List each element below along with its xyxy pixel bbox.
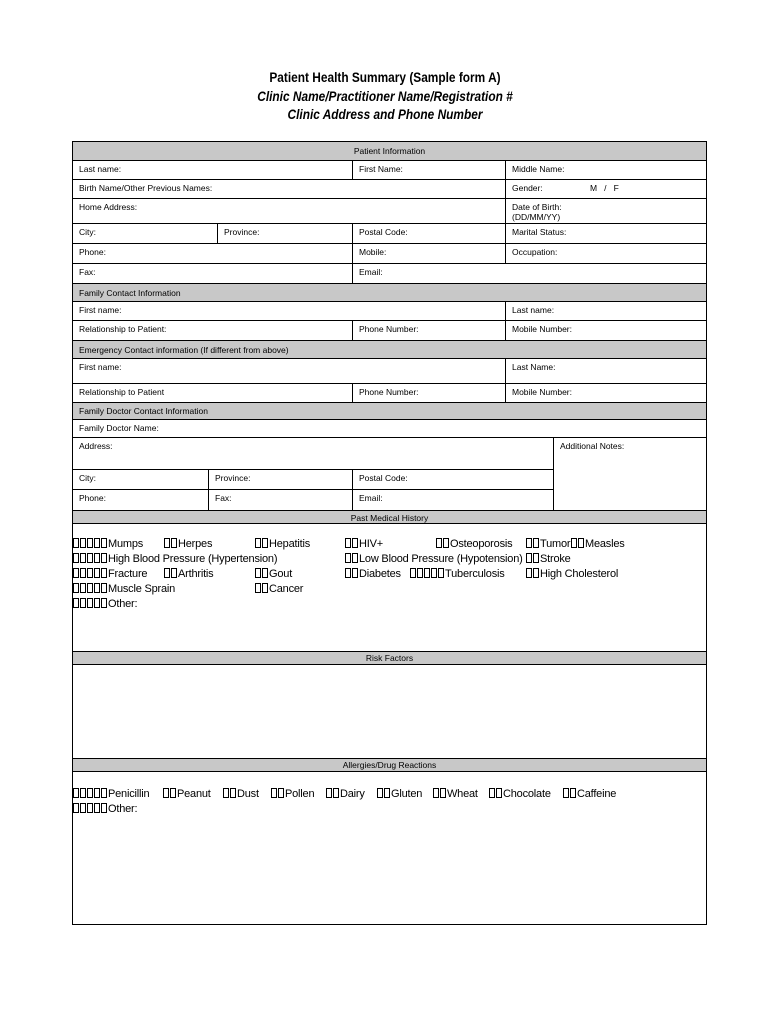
cb-allergies-other[interactable]: Other: bbox=[73, 803, 137, 815]
cb-hiv[interactable]: HIV+ bbox=[345, 538, 383, 550]
family-last-name-field[interactable]: Last name: bbox=[505, 302, 706, 320]
emergency-mobile-field[interactable]: Mobile Number: bbox=[505, 384, 706, 402]
phone-field[interactable]: Phone: bbox=[79, 247, 106, 257]
dob-format: (DD/MM/YY) bbox=[512, 212, 561, 222]
section-family-doctor: Family Doctor Contact Information bbox=[73, 403, 706, 420]
cb-tuberculosis[interactable]: Tuberculosis bbox=[410, 568, 505, 580]
first-name-field[interactable]: First Name: bbox=[352, 161, 505, 179]
cb-measles[interactable]: Measles bbox=[571, 538, 625, 550]
doctor-address-row bbox=[73, 438, 706, 470]
clinic-address-line: Clinic Address and Phone Number bbox=[287, 107, 483, 122]
fax-row bbox=[73, 264, 706, 284]
cb-fracture[interactable]: Fracture bbox=[73, 568, 147, 580]
dob-field[interactable] bbox=[505, 199, 706, 223]
section-emergency-contact: Emergency Contact information (If different from above) bbox=[73, 341, 706, 359]
fax-field[interactable]: Fax: bbox=[79, 267, 96, 277]
marital-status-field[interactable]: Marital Status: bbox=[505, 224, 706, 243]
family-relationship-field[interactable]: Relationship to Patient: bbox=[79, 324, 167, 334]
cb-dairy[interactable]: Dairy bbox=[326, 788, 365, 800]
family-name-row bbox=[73, 302, 706, 321]
cb-tumor[interactable]: Tumor bbox=[526, 538, 570, 550]
home-address-row bbox=[73, 199, 706, 224]
doctor-phone-row bbox=[73, 490, 553, 510]
cb-osteoporosis[interactable]: Osteoporosis bbox=[436, 538, 512, 550]
section-risk-factors: Risk Factors bbox=[73, 652, 706, 665]
risk-factors-area[interactable] bbox=[73, 665, 706, 759]
emergency-name-row bbox=[73, 359, 706, 384]
doctor-fax-field[interactable]: Fax: bbox=[208, 490, 352, 510]
cb-caffeine[interactable]: Caffeine bbox=[563, 788, 616, 800]
cb-peanut[interactable]: Peanut bbox=[163, 788, 211, 800]
cb-dust[interactable]: Dust bbox=[223, 788, 259, 800]
section-patient-information: Patient Information bbox=[73, 142, 706, 161]
home-address-field[interactable]: Home Address: bbox=[79, 202, 138, 212]
city-field[interactable]: City: bbox=[79, 227, 96, 237]
emergency-last-name-field[interactable]: Last Name: bbox=[505, 359, 706, 383]
patient-name-row bbox=[73, 161, 706, 180]
family-phone-field[interactable]: Phone Number: bbox=[352, 321, 505, 340]
clinic-name-line: Clinic Name/Practitioner Name/Registration # bbox=[257, 89, 513, 104]
doctor-email-field[interactable]: Email: bbox=[352, 490, 553, 510]
province-field[interactable]: Province: bbox=[217, 224, 352, 243]
cb-cancer[interactable]: Cancer bbox=[255, 583, 303, 595]
cb-mumps[interactable]: Mumps bbox=[73, 538, 143, 550]
doctor-phone-field[interactable]: Phone: bbox=[79, 493, 106, 503]
emergency-first-name-field[interactable]: First name: bbox=[79, 362, 122, 372]
gender-options[interactable]: M / F bbox=[590, 183, 619, 193]
cb-arthritis[interactable]: Arthritis bbox=[164, 568, 213, 580]
cb-penicillin[interactable]: Penicillin bbox=[73, 788, 149, 800]
family-relationship-row bbox=[73, 321, 706, 341]
doctor-name-row bbox=[73, 420, 706, 438]
cb-stroke[interactable]: Stroke bbox=[526, 553, 571, 565]
occupation-field[interactable]: Occupation: bbox=[505, 244, 706, 263]
family-mobile-field[interactable]: Mobile Number: bbox=[505, 321, 706, 340]
doctor-address-field[interactable]: Address: bbox=[73, 438, 553, 470]
family-first-name-field[interactable]: First name: bbox=[79, 305, 122, 315]
cb-history-other[interactable]: Other: bbox=[73, 598, 137, 610]
emergency-relationship-field[interactable]: Relationship to Patient bbox=[79, 387, 165, 397]
mobile-field[interactable]: Mobile: bbox=[352, 244, 505, 263]
gender-label: Gender: bbox=[512, 183, 543, 193]
cb-hepatitis[interactable]: Hepatitis bbox=[255, 538, 310, 550]
doctor-postal-field[interactable]: Postal Code: bbox=[352, 470, 553, 489]
birth-name-row bbox=[73, 180, 706, 199]
doctor-notes-field[interactable]: Additional Notes: bbox=[553, 438, 706, 510]
emergency-phone-field[interactable]: Phone Number: bbox=[352, 384, 505, 402]
medical-history-area bbox=[73, 524, 706, 652]
gender-field[interactable] bbox=[505, 180, 706, 198]
cb-pollen[interactable]: Pollen bbox=[271, 788, 314, 800]
section-allergies: Allergies/Drug Reactions bbox=[73, 759, 706, 772]
doctor-city-row bbox=[73, 470, 553, 490]
birth-name-field[interactable]: Birth Name/Other Previous Names: bbox=[79, 183, 213, 193]
form-title: Patient Health Summary (Sample form A) bbox=[269, 70, 501, 85]
middle-name-field[interactable]: Middle Name: bbox=[505, 161, 706, 179]
cb-high-cholesterol[interactable]: High Cholesterol bbox=[526, 568, 618, 580]
doctor-province-field[interactable]: Province: bbox=[208, 470, 352, 489]
cb-low-blood-pressure[interactable]: Low Blood Pressure (Hypotension) bbox=[345, 553, 523, 565]
phone-row bbox=[73, 244, 706, 264]
cb-muscle-sprain[interactable]: Muscle Sprain bbox=[73, 583, 175, 595]
city-row bbox=[73, 224, 706, 244]
last-name-field[interactable]: Last name: bbox=[79, 164, 122, 174]
section-past-medical-history: Past Medical History bbox=[73, 510, 706, 524]
doctor-city-field[interactable]: City: bbox=[79, 473, 96, 483]
doctor-name-field[interactable]: Family Doctor Name: bbox=[79, 423, 159, 433]
emergency-relationship-row bbox=[73, 384, 706, 403]
cb-high-blood-pressure[interactable]: High Blood Pressure (Hypertension) bbox=[73, 553, 277, 565]
postal-code-field[interactable]: Postal Code: bbox=[352, 224, 505, 243]
dob-label: Date of Birth: bbox=[512, 202, 562, 212]
allergies-area bbox=[73, 772, 706, 924]
cb-wheat[interactable]: Wheat bbox=[433, 788, 478, 800]
section-family-contact: Family Contact Information bbox=[73, 284, 706, 302]
cb-gout[interactable]: Gout bbox=[255, 568, 292, 580]
email-field[interactable]: Email: bbox=[352, 264, 706, 283]
health-summary-form bbox=[72, 141, 707, 925]
cb-gluten[interactable]: Gluten bbox=[377, 788, 422, 800]
cb-diabetes[interactable]: Diabetes bbox=[345, 568, 401, 580]
cb-herpes[interactable]: Herpes bbox=[164, 538, 212, 550]
cb-chocolate[interactable]: Chocolate bbox=[489, 788, 551, 800]
